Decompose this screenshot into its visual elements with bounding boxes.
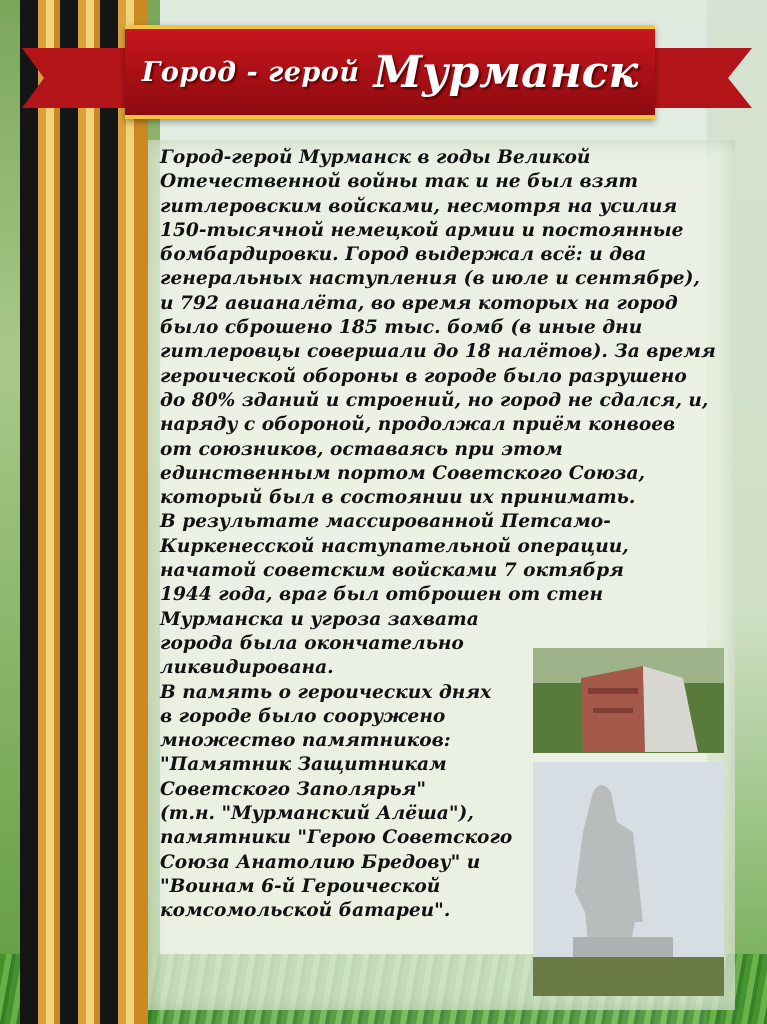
statue-image (533, 762, 724, 996)
text-line: В результате массированной Петсамо- (160, 511, 611, 533)
text-line: единственным портом Советского Союза, (160, 462, 645, 484)
monument-photo (533, 648, 724, 753)
text-line: памятники "Герою Советского (160, 827, 513, 849)
text-line: В память о героических днях (160, 681, 492, 703)
text-line: 1944 года, враг был отброшен от стен (160, 584, 603, 606)
text-line: "Воинам 6-й Героической (160, 875, 441, 897)
text-line: Советского Заполярья" (160, 778, 427, 800)
text-line: Киркенесской наступательной операции, (160, 535, 629, 557)
text-line: начатой советским войсками 7 октября (160, 560, 624, 582)
alyosha-statue-photo (533, 762, 724, 996)
text-line: бомбардировки. Город выдержал всё: и два (160, 244, 647, 266)
text-line: и 792 авианалёта, во время которых на город (160, 292, 678, 314)
text-line: множество памятников: (160, 730, 451, 752)
text-line: до 80% зданий и строений, но город не сдался, и, (160, 389, 709, 411)
text-line: Отечественной войны так и не был взят (160, 171, 639, 193)
text-line: гитлеровским войсками, несмотря на усилия (160, 195, 678, 217)
text-line: гитлеровцы совершали до 18 налётов). За время (160, 341, 716, 363)
text-line: от союзников, оставаясь при этом (160, 438, 563, 460)
text-line: 150-тысячной немецкой армии и постоянные (160, 219, 684, 241)
monument-image (533, 648, 724, 753)
st-george-ribbon (20, 0, 148, 1024)
title-banner (125, 25, 655, 119)
title-city: Мурманск (373, 46, 639, 98)
text-line: в городе было сооружено (160, 705, 446, 727)
text-line: наряду с обороной, продолжал приём конвоев (160, 414, 676, 436)
text-line: героической обороны в городе было разрушено (160, 365, 687, 387)
text-line: Город-герой Мурманск в годы Великой (160, 147, 591, 168)
text-line: генеральных наступления (в июле и сентябре), (160, 268, 700, 290)
title-prefix: Город - герой (141, 56, 360, 88)
text-line: ликвидирована. (160, 657, 334, 679)
text-line: "Памятник Защитникам (160, 754, 447, 776)
text-line: города была окончательно (160, 632, 464, 654)
text-line: (т.н. "Мурманский Алёша"), (160, 803, 474, 825)
text-line: комсомольской батареи". (160, 900, 451, 922)
text-line: Мурманска и угроза захвата (160, 608, 479, 630)
text-line: было сброшено 185 тыс. бомб (в иные дни (160, 317, 643, 339)
text-line: который был в состоянии их принимать. (160, 487, 636, 509)
text-line: Союза Анатолию Бредову" и (160, 851, 481, 873)
